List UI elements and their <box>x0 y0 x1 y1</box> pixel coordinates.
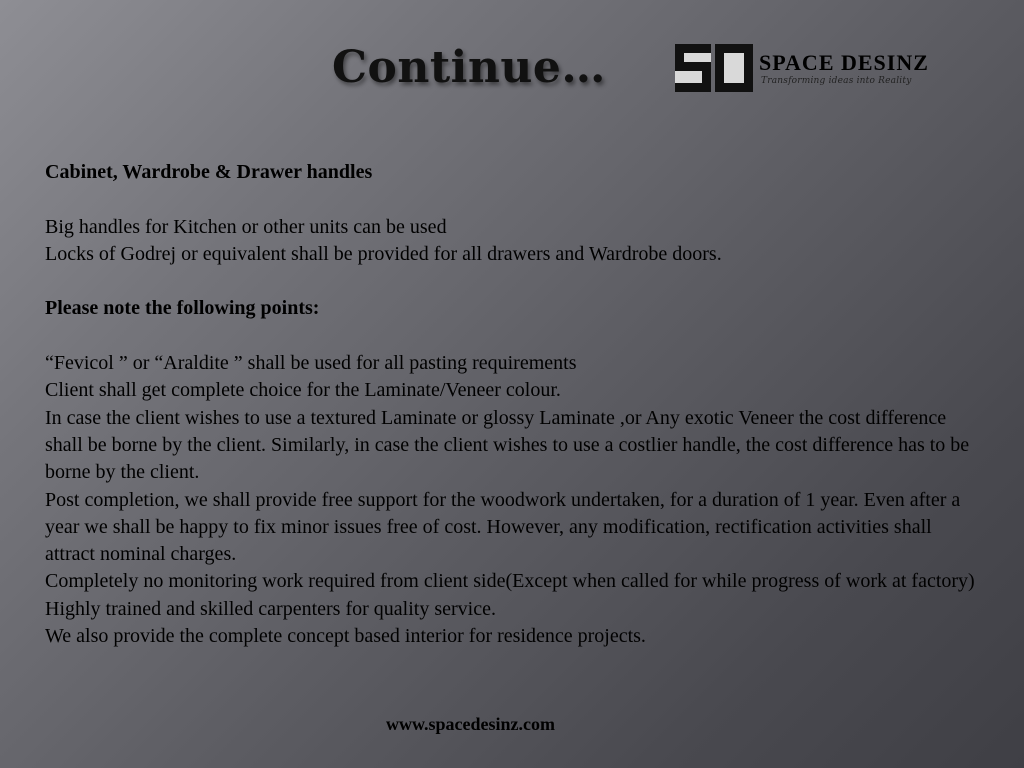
intro-line: Big handles for Kitchen or other units can be used <box>45 215 447 238</box>
logo-tagline: Transforming ideas into Reality <box>761 76 912 86</box>
note-point: We also provide the complete concept based interior for residence projects. <box>45 625 646 648</box>
slide-title: Continue… <box>332 42 606 93</box>
note-point: Completely no monitoring work required from client side(Except when called for while progress of work at factory) <box>45 570 975 593</box>
company-logo <box>673 42 963 98</box>
logo-brand-name: SPACE DESINZ <box>759 50 929 75</box>
slide-body <box>45 159 985 650</box>
note-point: Client shall get complete choice for the Laminate/Veneer colour. <box>45 379 561 402</box>
note-point: “Fevicol ” or “Araldite ” shall be used for all pasting requirements <box>45 352 577 375</box>
section-heading: Cabinet, Wardrobe & Drawer handles <box>45 161 373 183</box>
note-point: Highly trained and skilled carpenters for quality service. <box>45 597 496 620</box>
website-footer: www.spacedesinz.com <box>386 714 555 734</box>
note-point: Post completion, we shall provide free support for the woodwork undertaken, for a duration of 1 year. Even after a year we shall be happy to fix minor issues free of cost. However, any modification, rectification activities shall attract nominal charges. <box>45 488 961 566</box>
sd-monogram-icon <box>673 42 755 94</box>
note-point: In case the client wishes to use a textured Laminate or glossy Laminate ,or Any exotic Veneer the cost difference shall be borne by the client. Similarly, in case the client wishes to use a costlier handle, the cost difference has to be borne by the client. <box>45 406 970 484</box>
intro-line: Locks of Godrej or equivalent shall be provided for all drawers and Wardrobe doors. <box>45 242 722 265</box>
notes-heading: Please note the following points: <box>45 297 320 320</box>
